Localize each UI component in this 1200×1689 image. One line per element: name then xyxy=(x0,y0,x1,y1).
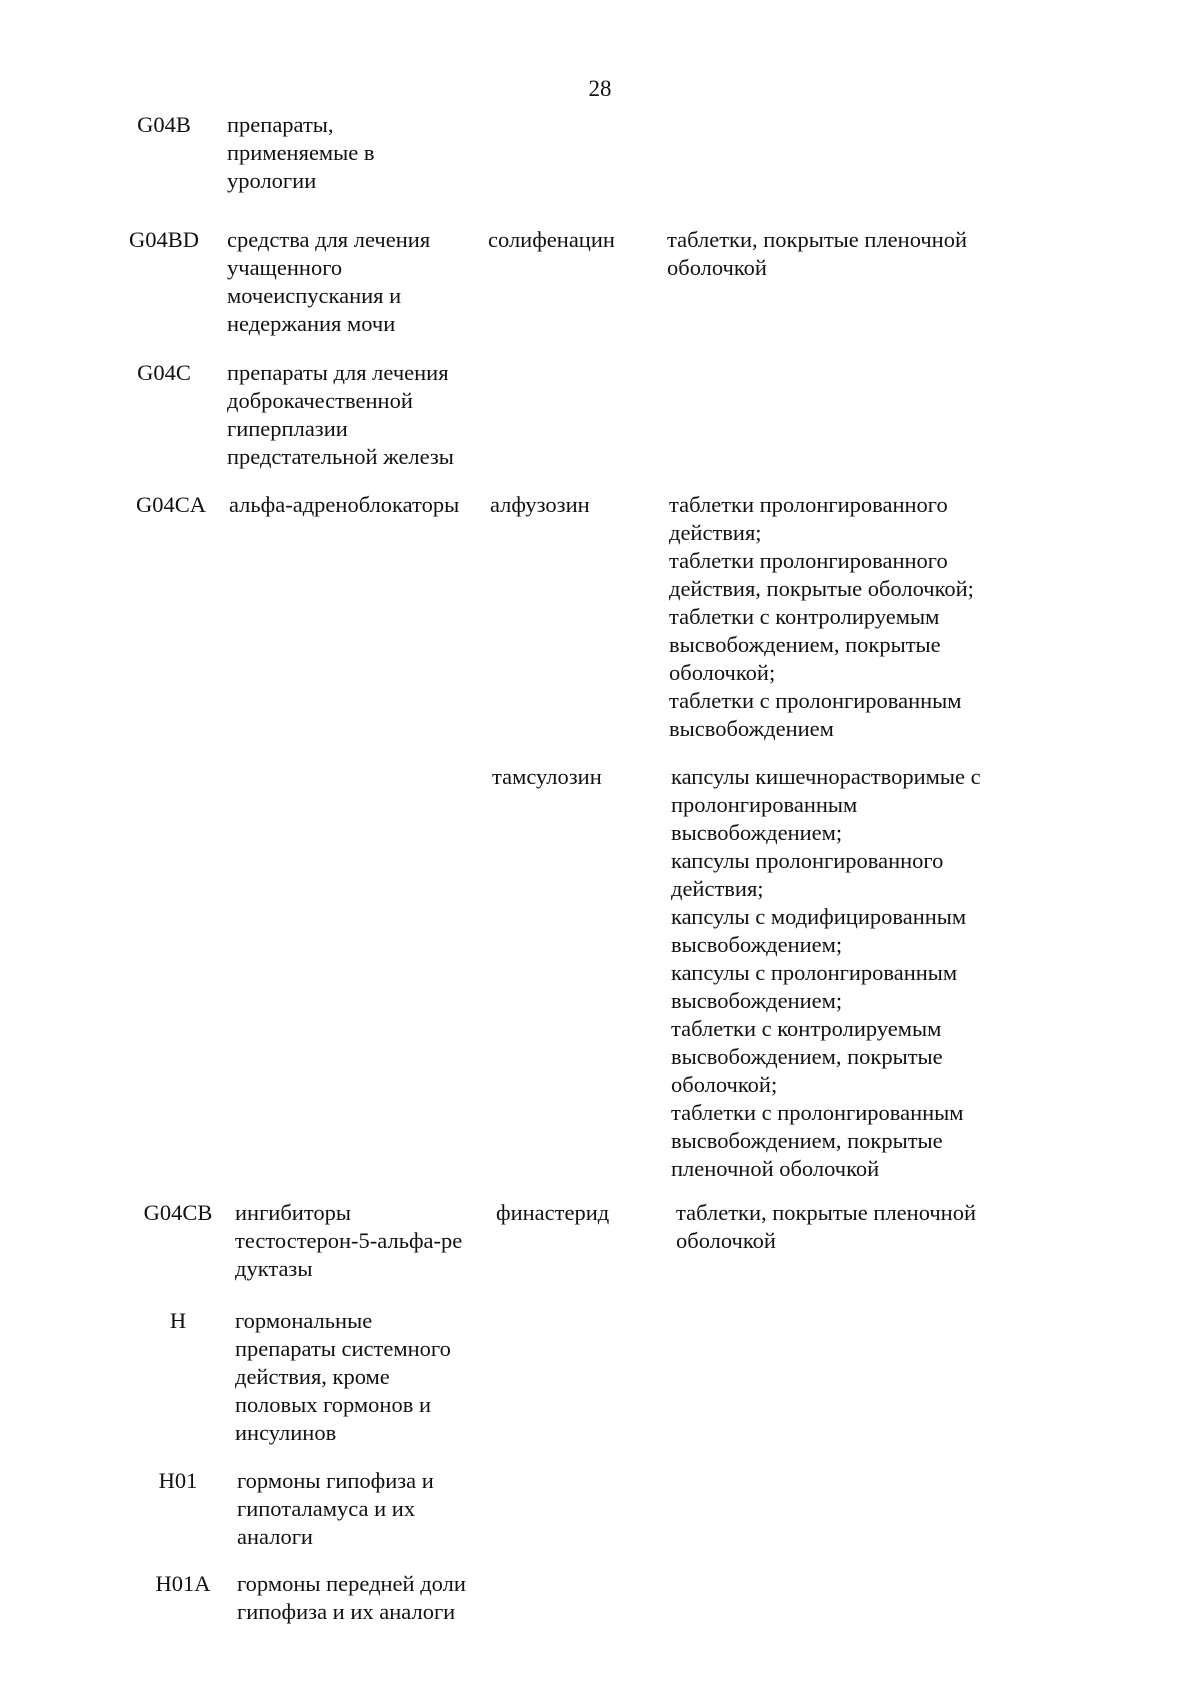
drug-name: солифенацин xyxy=(488,227,615,252)
drug-name: алфузозин xyxy=(490,492,590,517)
dosage-form: таблетки, покрытые пленочной оболочкой xyxy=(676,1200,977,1253)
atc-code: H01A xyxy=(155,1571,211,1596)
page-number: 28 xyxy=(588,76,612,101)
atc-code: H01 xyxy=(158,1468,198,1493)
drug-name: тамсулозин xyxy=(492,764,602,789)
group-name: альфа-адреноблокаторы xyxy=(229,492,460,517)
atc-code: G04CB xyxy=(143,1200,213,1225)
atc-code: G04C xyxy=(137,360,191,385)
group-name: препараты, применяемые в урологии xyxy=(227,112,375,193)
drug-name: финастерид xyxy=(496,1200,610,1225)
group-name: гормоны передней доли гипофиза и их аналоги xyxy=(237,1571,466,1624)
group-name: средства для лечения учащенного мочеиспускания и недержания мочи xyxy=(227,227,431,336)
group-name: ингибиторы тестостерон-5-альфа-ре дуктазы xyxy=(235,1200,463,1281)
dosage-form: таблетки, покрытые пленочной оболочкой xyxy=(667,227,968,280)
atc-code: G04B xyxy=(137,112,191,137)
dosage-form: капсулы кишечнорастворимые с пролонгированным высвобождением; капсулы пролонгированного действия; капсулы с модифицированным высвобождением; капсулы с пролонгированным высвобождением; таблетки с контролируемым высвобождением, покрытые оболочкой; таблетки с пролонгированным высвобождением, покрытые пленочной оболочкой xyxy=(671,764,981,1181)
group-name: гормоны гипофиза и гипоталамуса и их аналоги xyxy=(237,1468,434,1549)
atc-code: G04BD xyxy=(128,227,199,252)
atc-code: H xyxy=(169,1308,187,1333)
group-name: гормональные препараты системного действия, кроме половых гормонов и инсулинов xyxy=(235,1308,451,1445)
group-name: препараты для лечения доброкачественной гиперплазии предстательной железы xyxy=(227,360,454,469)
atc-code: G04CA xyxy=(135,492,206,517)
dosage-form: таблетки пролонгированного действия; таблетки пролонгированного действия, покрытые оболочкой; таблетки с контролируемым высвобождением, покрытые оболочкой; таблетки с пролонгированным высвобождением xyxy=(669,492,974,741)
